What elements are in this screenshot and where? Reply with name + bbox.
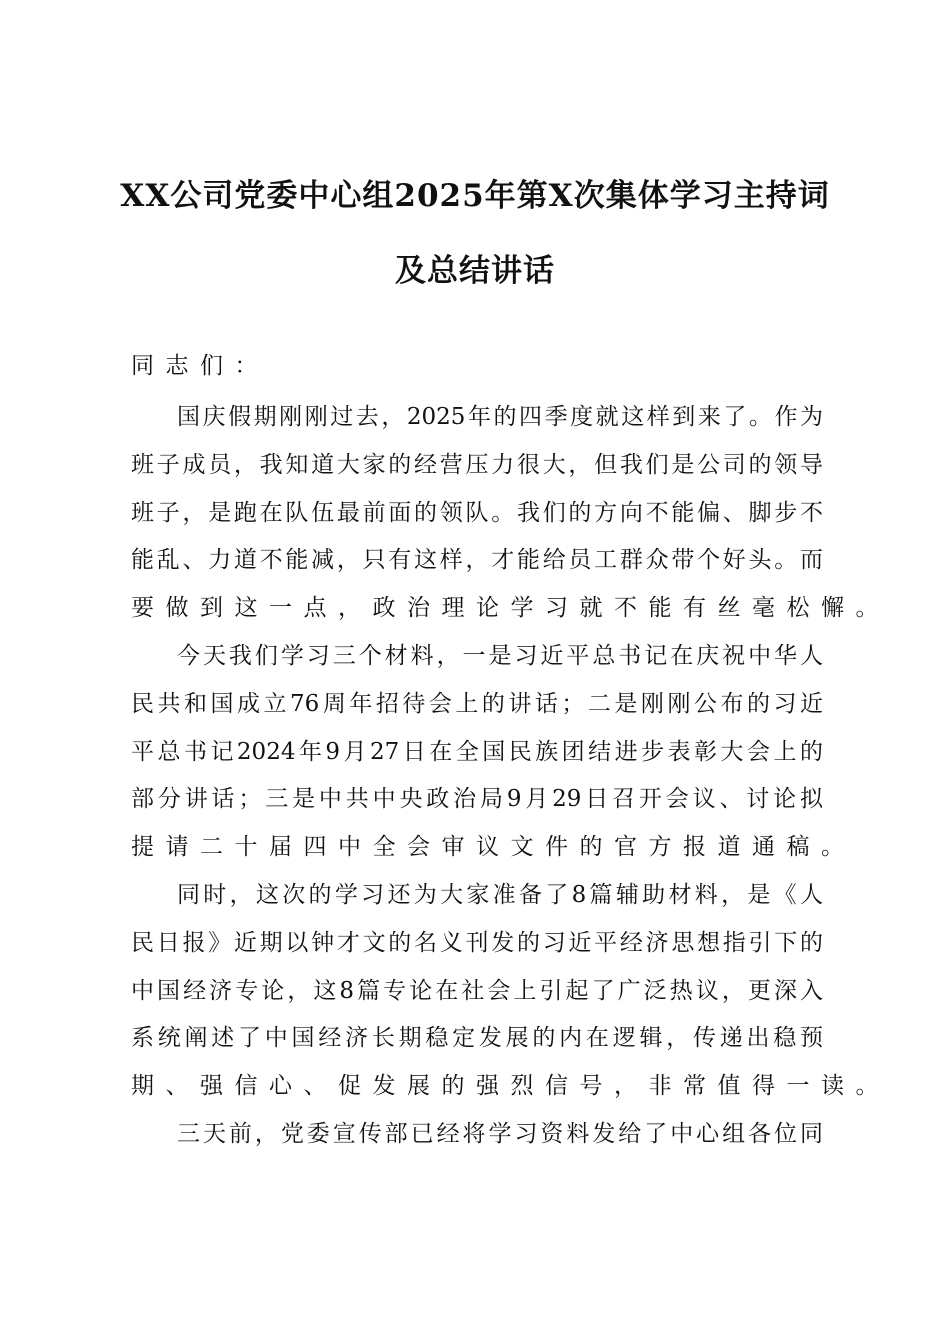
paragraph-line: 今天我们学习三个材料，一是习近平总书记在庆祝中华人 — [177, 643, 823, 669]
paragraph-line: 同时，这次的学习还为大家准备了8篇辅助材料，是《人 — [177, 882, 823, 908]
paragraph-line: 要做到这一点，政治理论学习就不能有丝毫松懈。 — [131, 595, 890, 621]
paragraph-line: 中国经济专论，这8篇专论在社会上引起了广泛热议，更深入 — [131, 978, 823, 1004]
paragraph-line: 国庆假期刚刚过去，2025年的四季度就这样到来了。作为 — [177, 404, 823, 430]
document-title-line-2: 及总结讲话 — [395, 253, 555, 289]
paragraph-line: 期、强信心、促发展的强烈信号，非常值得一读。 — [131, 1073, 890, 1099]
paragraph-line: 班子成员，我知道大家的经营压力很大，但我们是公司的领导 — [131, 452, 823, 478]
paragraph-line: 民日报》近期以钟才文的名义刊发的习近平经济思想指引下的 — [131, 930, 823, 956]
paragraph-line: 提请二十届四中全会审议文件的官方报道通稿。 — [131, 834, 856, 860]
paragraph-line: 系统阐述了中国经济长期稳定发展的内在逻辑，传递出稳预 — [131, 1025, 823, 1051]
paragraph-line: 三天前，党委宣传部已经将学习资料发给了中心组各位同 — [177, 1121, 823, 1147]
document-title-line-1: XX公司党委中心组2025年第X次集体学习主持词 — [120, 178, 830, 214]
paragraph-line: 能乱、力道不能减，只有这样，才能给员工群众带个好头。而 — [131, 547, 823, 573]
paragraph-line: 民共和国成立76周年招待会上的讲话；二是刚刚公布的习近 — [131, 691, 823, 717]
paragraph-line: 部分讲话；三是中共中央政治局9月29日召开会议、讨论拟 — [131, 786, 823, 812]
salutation: 同志们： — [131, 353, 269, 379]
paragraph-line: 班子，是跑在队伍最前面的领队。我们的方向不能偏、脚步不 — [131, 500, 823, 526]
paragraph-line: 平总书记2024年9月27日在全国民族团结进步表彰大会上的 — [131, 739, 823, 765]
